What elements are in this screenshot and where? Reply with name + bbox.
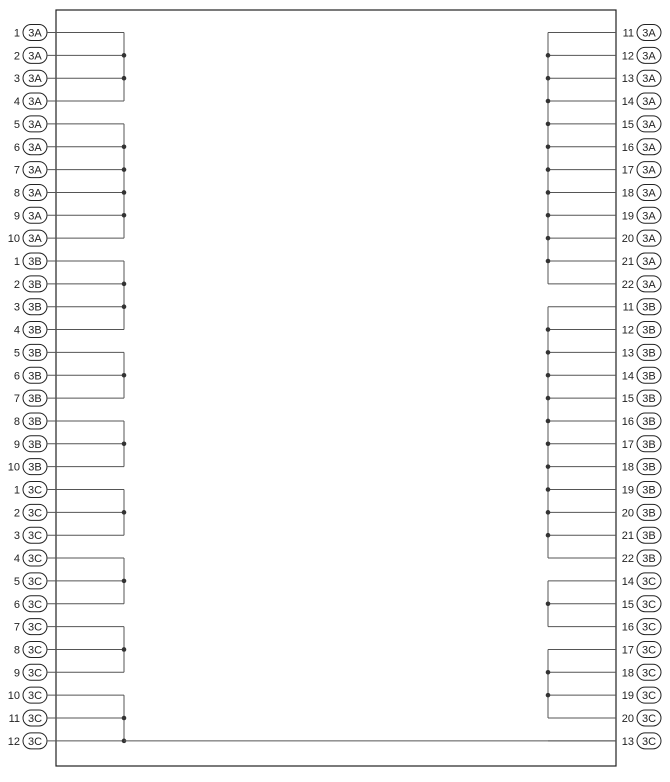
terminal-left-1-3A: [14, 25, 47, 41]
terminal-number: 4: [13, 324, 20, 337]
terminal-number: 7: [13, 393, 20, 406]
left-junction-dot: [122, 144, 127, 149]
terminal-number: 17: [621, 164, 634, 177]
terminal-left-2-3A: [14, 47, 47, 63]
terminal-number: 21: [621, 256, 634, 268]
terminal-tag: 3A: [28, 96, 42, 109]
terminal-number: 5: [13, 575, 20, 588]
terminal-number: 2: [13, 50, 20, 63]
terminal-tag: 3B: [28, 324, 42, 337]
terminal-number: 19: [621, 484, 634, 497]
terminal-tag: 3B: [28, 393, 42, 406]
terminal-right-15-3C: [622, 596, 661, 612]
terminal-left-4-3A: [14, 93, 47, 109]
terminal-tag: 3A: [642, 50, 656, 63]
terminal-number: 12: [621, 324, 634, 337]
terminal-tag: 3C: [641, 735, 657, 748]
left-junction-dot: [122, 76, 127, 81]
terminal-right-16-3A: [622, 139, 661, 155]
terminal-left-8-3A: [14, 184, 47, 200]
right-junction-dot: [546, 373, 551, 378]
terminal-number: 14: [621, 96, 634, 109]
right-junction-dot: [546, 350, 551, 355]
terminal-left-10-3A: [8, 230, 47, 246]
left-junction-dot: [122, 716, 127, 721]
terminal-tag: 3B: [642, 370, 656, 383]
terminal-tag: 3A: [28, 164, 42, 177]
terminal-tag: 3A: [28, 187, 42, 200]
right-junction-dot: [546, 144, 551, 149]
terminal-right-11-3A: [623, 25, 661, 41]
terminal-tag: 3B: [28, 438, 42, 451]
terminal-left-1-3B: [14, 253, 47, 269]
terminal-right-20-3A: [622, 230, 661, 246]
left-junction-dot: [122, 373, 127, 378]
right-junction-dot: [546, 122, 551, 127]
terminal-left-3-3A: [14, 70, 47, 86]
terminal-left-5-3C: [14, 573, 47, 589]
terminal-tag: 3C: [641, 713, 657, 725]
terminal-left-3-3B: [14, 299, 47, 315]
terminal-number: 2: [13, 278, 20, 291]
terminal-number: 13: [621, 347, 634, 360]
terminal-tag: 3C: [27, 644, 43, 657]
left-junction-dot: [122, 213, 127, 218]
terminal-number: 17: [621, 644, 634, 657]
terminal-right-22-3A: [622, 276, 661, 292]
terminal-left-6-3C: [14, 596, 47, 612]
terminal-number: 15: [621, 393, 634, 406]
terminal-number: 6: [13, 598, 20, 611]
terminal-right-18-3C: [622, 664, 661, 680]
terminal-left-4-3C: [14, 550, 47, 566]
terminal-right-17-3A: [622, 162, 661, 178]
terminal-number: 16: [621, 415, 634, 428]
terminal-number: 13: [621, 735, 634, 748]
terminal-tag: 3B: [28, 415, 42, 428]
terminal-right-15-3A: [622, 116, 661, 132]
terminal-right-20-3C: [622, 710, 661, 726]
terminal-right-13-3C: [622, 733, 661, 749]
terminal-left-7-3C: [14, 619, 47, 635]
terminal-tag: 3A: [28, 50, 42, 63]
terminal-left-8-3B: [14, 413, 47, 429]
right-junction-dot: [546, 259, 551, 264]
terminal-tag: 3A: [28, 141, 42, 154]
terminal-left-4-3B: [14, 322, 47, 338]
terminal-number: 11: [622, 27, 634, 40]
terminal-tag: 3A: [28, 27, 42, 40]
terminal-number: 7: [13, 164, 20, 177]
right-junction-dot: [546, 53, 551, 58]
terminal-left-11-3C: [9, 710, 47, 726]
terminal-right-17-3C: [622, 641, 661, 657]
terminal-tag: 3A: [28, 118, 42, 131]
terminal-tag: 3C: [27, 735, 43, 748]
terminal-tag: 3A: [28, 210, 42, 223]
terminal-tag: 3B: [642, 324, 656, 337]
terminal-right-17-3B: [622, 436, 661, 452]
right-junction-dot: [546, 236, 551, 241]
terminal-number: 8: [13, 415, 20, 428]
terminal-number: 7: [13, 621, 20, 634]
terminal-left-6-3A: [14, 139, 47, 155]
terminal-number: 9: [13, 438, 20, 451]
terminal-right-20-3B: [622, 504, 661, 520]
right-junction-dot: [546, 396, 551, 401]
terminal-tag: 3A: [642, 256, 656, 268]
terminal-tag: 3B: [642, 301, 656, 314]
terminal-number: 5: [13, 118, 20, 131]
terminal-tag: 3A: [642, 73, 656, 86]
terminal-tag: 3C: [27, 575, 43, 588]
terminal-left-1-3C: [14, 482, 47, 498]
terminal-number: 15: [621, 118, 634, 131]
terminal-right-19-3A: [622, 207, 661, 223]
terminal-number: 22: [621, 278, 634, 291]
terminal-left-9-3A: [14, 207, 47, 223]
terminal-number: 4: [13, 553, 20, 566]
left-junction-dot: [122, 53, 127, 58]
terminal-tag: 3C: [641, 644, 657, 657]
terminal-tag: 3C: [641, 667, 657, 680]
terminal-number: 18: [621, 667, 634, 680]
right-junction-dot: [546, 670, 551, 675]
terminal-right-11-3B: [623, 299, 661, 315]
terminal-right-21-3A: [622, 253, 661, 269]
terminal-left-6-3B: [14, 367, 47, 383]
terminal-tag: 3A: [642, 164, 656, 177]
terminal-left-5-3A: [14, 116, 47, 132]
right-junction-dot: [546, 76, 551, 81]
terminal-tag: 3A: [28, 73, 42, 86]
left-junction-dot: [122, 579, 127, 584]
terminal-tag: 3B: [28, 461, 42, 474]
terminal-right-19-3B: [622, 482, 661, 498]
terminal-number: 12: [7, 735, 20, 748]
terminal-number: 16: [621, 621, 634, 634]
right-junction-dot: [546, 601, 551, 606]
terminal-number: 14: [621, 575, 634, 588]
left-junction-dot: [122, 510, 127, 515]
right-junction-dot: [546, 442, 551, 447]
terminal-right-15-3B: [622, 390, 661, 406]
terminal-number: 12: [621, 50, 634, 63]
right-terminal-strip: [546, 25, 661, 749]
terminal-number: 8: [13, 644, 20, 657]
terminal-tag: 3A: [642, 141, 656, 154]
terminal-tag: 3A: [642, 27, 656, 40]
terminal-tag: 3B: [642, 393, 656, 406]
terminal-number: 21: [621, 530, 634, 543]
terminal-number: 1: [13, 256, 20, 268]
diagram-frame: [56, 10, 616, 766]
terminal-number: 3: [13, 530, 20, 543]
terminal-number: 16: [621, 141, 634, 154]
terminal-number: 18: [621, 187, 634, 200]
terminal-right-12-3B: [622, 322, 661, 338]
terminal-number: 3: [13, 73, 20, 86]
terminal-right-22-3B: [622, 550, 661, 566]
right-junction-dot: [546, 419, 551, 424]
terminal-tag: 3A: [642, 96, 656, 109]
terminal-right-16-3C: [622, 619, 661, 635]
right-junction-dot: [546, 99, 551, 104]
terminal-number: 1: [13, 27, 20, 40]
right-junction-dot: [546, 213, 551, 218]
terminal-number: 22: [621, 553, 634, 566]
terminal-tag: 3B: [642, 530, 656, 543]
terminal-tag: 3C: [27, 690, 43, 703]
terminal-right-13-3A: [622, 70, 661, 86]
right-junction-dot: [546, 167, 551, 172]
terminal-left-7-3A: [14, 162, 47, 178]
left-junction-dot: [122, 282, 127, 287]
terminal-left-12-3C: [8, 733, 47, 749]
left-junction-dot: [122, 304, 127, 309]
terminal-tag: 3B: [642, 415, 656, 428]
terminal-number: 14: [621, 370, 634, 383]
right-junction-dot: [546, 190, 551, 195]
terminal-number: 20: [621, 713, 634, 725]
terminal-tag: 3C: [27, 484, 43, 497]
terminal-number: 1: [13, 484, 20, 497]
left-terminal-strip: [8, 25, 127, 749]
terminal-tag: 3C: [641, 690, 657, 703]
terminal-number: 17: [621, 438, 634, 451]
terminal-number: 9: [13, 667, 20, 680]
terminal-right-18-3B: [622, 459, 661, 475]
terminal-number: 9: [13, 210, 20, 223]
terminal-number: 19: [621, 210, 634, 223]
terminal-number: 8: [13, 187, 20, 200]
terminal-left-3-3C: [14, 527, 47, 543]
right-junction-dot: [546, 327, 551, 332]
terminal-tag: 3B: [642, 553, 656, 566]
terminal-left-10-3C: [8, 687, 47, 703]
terminal-left-8-3C: [14, 641, 47, 657]
terminal-tag: 3A: [642, 187, 656, 200]
right-junction-dot: [546, 533, 551, 538]
terminal-tag: 3B: [28, 278, 42, 291]
terminal-tag: 3A: [28, 233, 42, 246]
terminal-tag: 3C: [641, 598, 657, 611]
terminal-tag: 3B: [642, 507, 656, 520]
terminal-tag: 3C: [27, 507, 43, 520]
right-junction-dot: [546, 510, 551, 515]
left-junction-dot: [122, 647, 127, 652]
terminal-tag: 3A: [642, 210, 656, 223]
terminal-number: 11: [622, 301, 634, 314]
terminal-number: 20: [621, 507, 634, 520]
terminal-right-19-3C: [622, 687, 661, 703]
right-junction-dot: [546, 693, 551, 698]
terminal-number: 19: [621, 690, 634, 703]
terminal-tag: 3C: [27, 530, 43, 543]
terminal-tag: 3C: [27, 598, 43, 611]
terminal-left-2-3C: [14, 504, 47, 520]
terminal-number: 10: [7, 233, 20, 246]
terminal-left-9-3C: [14, 664, 47, 680]
terminal-tag: 3A: [642, 233, 656, 246]
terminal-tag: 3B: [28, 370, 42, 383]
terminal-number: 10: [7, 690, 20, 703]
terminal-right-16-3B: [622, 413, 661, 429]
terminal-number: 5: [13, 347, 20, 360]
terminal-right-18-3A: [622, 184, 661, 200]
terminal-number: 2: [13, 507, 20, 520]
terminal-tag: 3C: [641, 621, 657, 634]
terminal-number: 6: [13, 141, 20, 154]
terminal-right-21-3B: [622, 527, 661, 543]
terminal-tag: 3C: [27, 621, 43, 634]
terminal-tag: 3B: [642, 461, 656, 474]
right-junction-dot: [546, 464, 551, 469]
terminal-tag: 3C: [27, 667, 43, 680]
terminal-tag: 3C: [641, 575, 657, 588]
terminal-tag: 3B: [642, 484, 656, 497]
terminal-number: 15: [621, 598, 634, 611]
terminal-number: 4: [13, 96, 20, 109]
left-junction-dot: [122, 442, 127, 447]
terminal-right-14-3C: [622, 573, 661, 589]
terminal-number: 13: [621, 73, 634, 86]
terminal-number: 3: [13, 301, 20, 314]
terminal-tag: 3C: [27, 713, 43, 725]
terminal-left-10-3B: [8, 459, 47, 475]
terminal-right-13-3B: [622, 344, 661, 360]
terminal-number: 18: [621, 461, 634, 474]
terminal-number: 6: [13, 370, 20, 383]
terminal-tag: 3B: [28, 256, 42, 268]
left-junction-dot: [122, 167, 127, 172]
terminal-number: 11: [8, 713, 20, 725]
terminal-tag: 3C: [27, 553, 43, 566]
terminal-tag: 3B: [28, 347, 42, 360]
terminal-right-12-3A: [622, 47, 661, 63]
terminal-number: 10: [7, 461, 20, 474]
terminal-number: 20: [621, 233, 634, 246]
terminal-tag: 3A: [642, 278, 656, 291]
terminal-tag: 3B: [28, 301, 42, 314]
right-junction-dot: [546, 487, 551, 492]
left-junction-dot: [122, 190, 127, 195]
terminal-tag: 3B: [642, 438, 656, 451]
terminal-left-5-3B: [14, 344, 47, 360]
terminal-tag: 3A: [642, 118, 656, 131]
terminal-right-14-3B: [622, 367, 661, 383]
terminal-left-9-3B: [14, 436, 47, 452]
terminal-left-7-3B: [14, 390, 47, 406]
terminal-left-2-3B: [14, 276, 47, 292]
terminal-tag: 3B: [642, 347, 656, 360]
terminal-right-14-3A: [622, 93, 661, 109]
